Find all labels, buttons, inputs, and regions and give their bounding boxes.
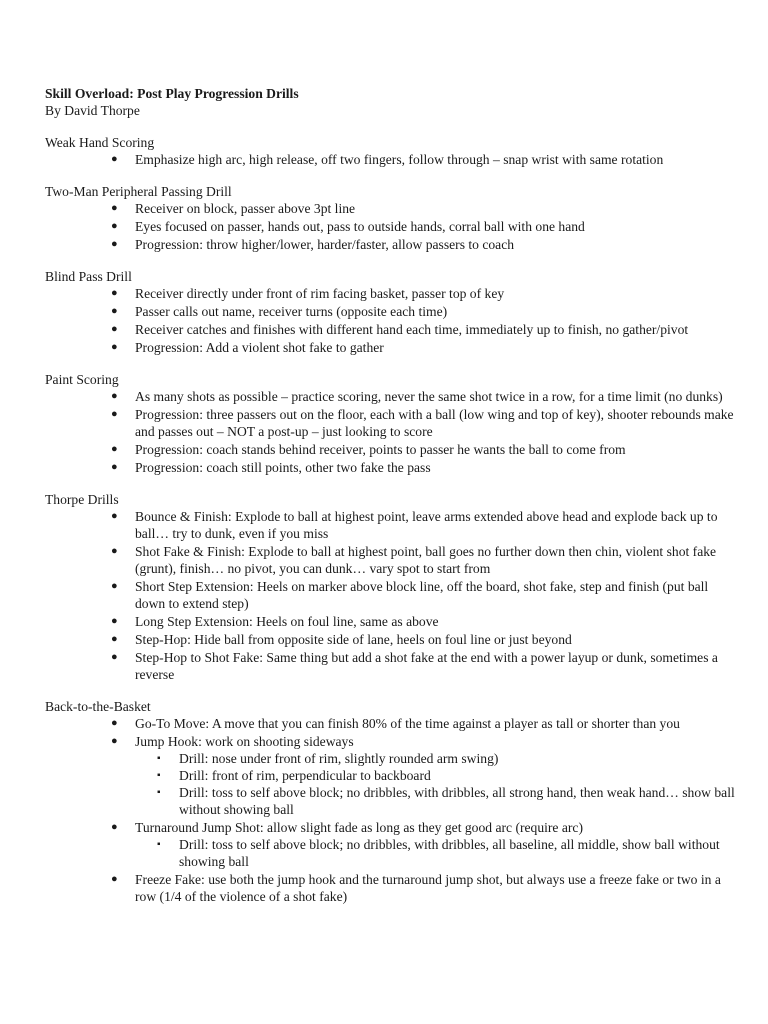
section-heading: Paint Scoring bbox=[45, 372, 119, 387]
bullet-list bbox=[45, 388, 735, 476]
section-heading: Back-to-the-Basket bbox=[45, 699, 151, 714]
list-item bbox=[111, 388, 735, 405]
bullet-icon: ● bbox=[111, 220, 118, 232]
bullet-icon: ● bbox=[111, 390, 118, 402]
list-item-text: Eyes focused on passer, hands out, pass to outside hands, corral ball with one hand bbox=[135, 219, 585, 234]
list-item-text: Passer calls out name, receiver turns (opposite each time) bbox=[135, 304, 448, 319]
sub-list-item bbox=[157, 750, 735, 767]
bullet-icon: ● bbox=[111, 545, 118, 557]
bullet-icon: ● bbox=[111, 408, 118, 420]
list-item-text: Progression: Add a violent shot fake to gather bbox=[135, 340, 384, 355]
list-item-text: Progression: throw higher/lower, harder/faster, allow passers to coach bbox=[135, 237, 515, 252]
list-item-text: Step-Hop: Hide ball from opposite side of lane, heels on foul line or just beyond bbox=[135, 632, 572, 647]
list-item-text: Bounce & Finish: Explode to ball at highest point, leave arms extended above head and explode back up to ball… try to dunk, even if you miss bbox=[135, 509, 718, 541]
square-bullet-icon: ▪ bbox=[157, 770, 161, 781]
list-item bbox=[111, 218, 735, 235]
bullet-icon: ● bbox=[111, 238, 118, 250]
list-item-text: Receiver catches and finishes with different hand each time, immediately up to finish, no gather/pivot bbox=[135, 322, 689, 337]
list-item bbox=[111, 819, 735, 870]
list-item bbox=[111, 578, 735, 612]
list-item-text: Go-To Move: A move that you can finish 80% of the time against a player as tall or shorter than you bbox=[135, 716, 680, 731]
section-blind-pass-drill bbox=[45, 268, 735, 356]
sub-list-item bbox=[157, 836, 735, 870]
list-item bbox=[111, 543, 735, 577]
bullet-icon: ● bbox=[111, 633, 118, 645]
square-bullet-icon: ▪ bbox=[157, 787, 161, 798]
list-item bbox=[111, 715, 735, 732]
list-item bbox=[111, 200, 735, 217]
list-item bbox=[111, 285, 735, 302]
list-item bbox=[111, 871, 735, 905]
bullet-icon: ● bbox=[111, 443, 118, 455]
sub-list-item-text: Drill: toss to self above block; no dribbles, with dribbles, all baseline, all middle, show ball without showing ball bbox=[179, 837, 720, 869]
list-item bbox=[111, 236, 735, 253]
section-thorpe-drills bbox=[45, 491, 735, 683]
sub-list-item-text: Drill: nose under front of rim, slightly rounded arm swing) bbox=[179, 751, 499, 766]
sub-list-item-text: Drill: front of rim, perpendicular to backboard bbox=[179, 768, 431, 783]
section-paint-scoring bbox=[45, 371, 735, 476]
list-item-text: Shot Fake & Finish: Explode to ball at highest point, ball goes no further down then chin, violent shot fake (grunt), finish… no pivot, you can dunk… vary spot to start from bbox=[135, 544, 717, 576]
section-heading: Blind Pass Drill bbox=[45, 269, 132, 284]
list-item-text: Progression: three passers out on the floor, each with a ball (low wing and top of key), shooter rebounds make and passes out – NOT a post-up – just looking to score bbox=[135, 407, 734, 439]
bullet-list bbox=[45, 200, 735, 253]
list-item bbox=[111, 303, 735, 320]
bullet-icon: ● bbox=[111, 873, 118, 885]
list-item-text: Receiver directly under front of rim facing basket, passer top of key bbox=[135, 286, 505, 301]
bullet-icon: ● bbox=[111, 717, 118, 729]
document-title: Skill Overload: Post Play Progression Drills bbox=[45, 86, 299, 101]
list-item-text: Progression: coach still points, other two fake the pass bbox=[135, 460, 431, 475]
list-item-text: Step-Hop to Shot Fake: Same thing but add a shot fake at the end with a power layup or dunk, sometimes a reverse bbox=[135, 650, 718, 682]
bullet-icon: ● bbox=[111, 580, 118, 592]
list-item-text: Short Step Extension: Heels on marker above block line, off the board, shot fake, step and finish (put ball down to extend step) bbox=[135, 579, 709, 611]
bullet-list bbox=[45, 715, 735, 905]
sub-bullet-list bbox=[135, 750, 735, 818]
list-item bbox=[111, 649, 735, 683]
bullet-icon: ● bbox=[111, 341, 118, 353]
section-back-to-basket bbox=[45, 698, 735, 905]
list-item bbox=[111, 508, 735, 542]
list-item bbox=[111, 613, 735, 630]
list-item-text: Emphasize high arc, high release, off two fingers, follow through – snap wrist with same rotation bbox=[135, 152, 664, 167]
section-heading: Thorpe Drills bbox=[45, 492, 119, 507]
list-item bbox=[111, 459, 735, 476]
section-heading: Weak Hand Scoring bbox=[45, 135, 155, 150]
list-item-text: Turnaround Jump Shot: allow slight fade as long as they get good arc (require arc) bbox=[135, 820, 583, 835]
bullet-icon: ● bbox=[111, 735, 118, 747]
bullet-icon: ● bbox=[111, 323, 118, 335]
document-author: By David Thorpe bbox=[45, 103, 140, 118]
list-item-text: Progression: coach stands behind receiver, points to passer he wants the ball to come from bbox=[135, 442, 626, 457]
list-item bbox=[111, 321, 735, 338]
document-page bbox=[45, 85, 735, 920]
sub-list-item bbox=[157, 767, 735, 784]
bullet-icon: ● bbox=[111, 615, 118, 627]
list-item bbox=[111, 733, 735, 818]
bullet-icon: ● bbox=[111, 461, 118, 473]
list-item bbox=[111, 339, 735, 356]
bullet-list bbox=[45, 508, 735, 683]
bullet-icon: ● bbox=[111, 202, 118, 214]
section-two-man-passing bbox=[45, 183, 735, 253]
bullet-icon: ● bbox=[111, 510, 118, 522]
sub-list-item-text: Drill: toss to self above block; no dribbles, with dribbles, all strong hand, then weak hand… show ball without showing ball bbox=[179, 785, 735, 817]
list-item-text: Jump Hook: work on shooting sideways bbox=[135, 734, 354, 749]
bullet-icon: ● bbox=[111, 651, 118, 663]
bullet-list bbox=[45, 151, 735, 168]
list-item-text: Freeze Fake: use both the jump hook and the turnaround jump shot, but always use a freeze fake or two in a row (1/4 of the violence of a shot fake) bbox=[135, 872, 721, 904]
list-item-text: Receiver on block, passer above 3pt line bbox=[135, 201, 356, 216]
list-item bbox=[111, 631, 735, 648]
list-item-text: As many shots as possible – practice scoring, never the same shot twice in a row, for a time limit (no dunks) bbox=[135, 389, 723, 404]
section-heading: Two-Man Peripheral Passing Drill bbox=[45, 184, 232, 199]
square-bullet-icon: ▪ bbox=[157, 839, 161, 850]
list-item bbox=[111, 151, 735, 168]
bullet-icon: ● bbox=[111, 305, 118, 317]
bullet-list bbox=[45, 285, 735, 356]
bullet-icon: ● bbox=[111, 153, 118, 165]
list-item bbox=[111, 406, 735, 440]
sub-list-item bbox=[157, 784, 735, 818]
section-weak-hand-scoring bbox=[45, 134, 735, 168]
bullet-icon: ● bbox=[111, 821, 118, 833]
bullet-icon: ● bbox=[111, 287, 118, 299]
list-item-text: Long Step Extension: Heels on foul line, same as above bbox=[135, 614, 439, 629]
square-bullet-icon: ▪ bbox=[157, 753, 161, 764]
list-item bbox=[111, 441, 735, 458]
sub-bullet-list bbox=[135, 836, 735, 870]
